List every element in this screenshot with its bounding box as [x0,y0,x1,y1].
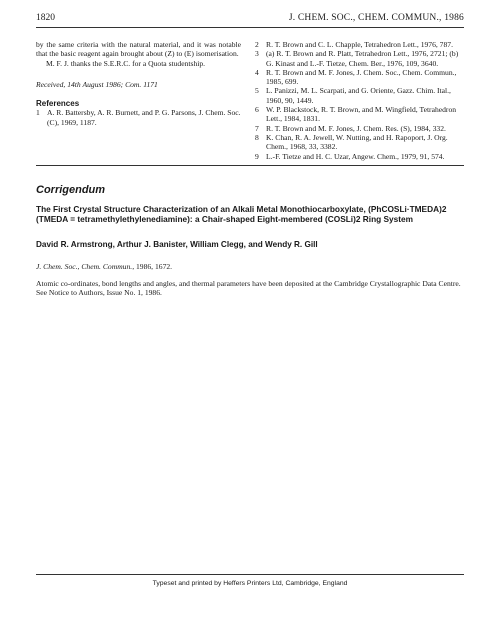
reference-number: 1 [36,108,40,118]
reference-item [36,108,241,127]
reference-number: 2 [255,40,259,49]
reference-number: 8 [255,132,259,142]
references-heading: References [36,99,80,109]
reference-number: 6 [255,105,259,115]
reference-text: R. T. Brown and M. F. Jones, J. Chem. Soc., Chem. Commun., 1985, 699. [266,67,457,87]
running-header: J. CHEM. SOC., CHEM. COMMUN., 1986 [288,13,464,23]
corrigendum-body: Atomic co-ordinates, bond lengths and angles, and thermal parameters have been deposited at the Cambridge Crystallographic Data Centre. See Notice to Authors, Issue No. 1, 1986. [36,279,461,298]
authors: David R. Armstrong, Arthur J. Banister, William Clegg, and Wendy R. Gill [36,240,318,249]
citation [36,262,172,271]
right-column [255,40,465,161]
reference-text: K. Chan, R. A. Jewell, W. Nutting, and H. Rapoport, J. Org. Chem., 1968, 33, 3382. [266,132,448,152]
header-rule [36,27,464,28]
reference-item [255,133,465,152]
reference-item [255,105,465,124]
reference-number: 5 [255,86,259,96]
received-date: Received, 14th August 1986; Com. 1171 [36,79,158,89]
body-paragraph: by the same criteria with the natural material, and it was notable that the basic reagent again brought about (Z) to (E) isomerisation. [36,40,241,59]
reference-text: (a) R. T. Brown and R. Platt, Tetrahedron Lett., 1976, 2721; (b) G. Kinast and L.-F. Tietze, Chem. Ber., 1976, 109, 3640. [266,49,459,68]
reference-item [255,86,465,105]
reference-text: L.-F. Tietze and H. C. Uzar, Angew. Chem., 1979, 91, 574. [266,151,445,161]
article-title: The First Crystal Structure Characterization of an Alkali Metal Monothiocarboxylate, (PhCOSLi·TMEDA)2 (TMEDA = tetramethylethylenediamine): a Chair-shaped Eight-membered (COSLi)2 Ring System [36,204,447,224]
reference-number: 4 [255,67,259,77]
reference-item [255,152,465,161]
reference-text: W. P. Blackstock, R. T. Brown, and M. Wingfield, Tetrahedron Lett., 1984, 1831. [266,105,457,124]
citation-detail: , 1986, 1672. [132,262,173,271]
reference-item [255,40,465,49]
reference-number: 9 [255,151,259,161]
page-number: 1820 [36,13,55,23]
printer-footer: Typeset and printed by Heffers Printers Ltd, Cambridge, England [152,580,348,587]
reference-item [255,124,465,133]
reference-number: 7 [255,123,259,133]
reference-text: A. R. Battersby, A. R. Burnett, and P. G. Parsons, J. Chem. Soc. (C), 1969, 1187. [47,108,241,127]
corrigendum-heading: Corrigendum [36,184,106,196]
reference-item [255,68,465,87]
reference-text: R. T. Brown and C. L. Chapple, Tetrahedron Lett., 1976, 787. [266,40,453,49]
reference-text: R. T. Brown and M. F. Jones, J. Chem. Res. (S), 1984, 332. [266,123,446,133]
reference-item [255,49,465,68]
footer-rule [36,574,464,575]
left-column [36,40,241,127]
acknowledgement: M. F. J. thanks the S.E.R.C. for a Quota studentship. [46,58,206,68]
reference-number: 3 [255,49,259,59]
section-rule [36,165,464,166]
citation-journal: J. Chem. Soc., Chem. Commun. [36,262,133,271]
reference-text: L. Panizzi, M. L. Scarpati, and G. Oriente, Gazz. Chim. Ital., 1960, 90, 1449. [266,86,451,105]
